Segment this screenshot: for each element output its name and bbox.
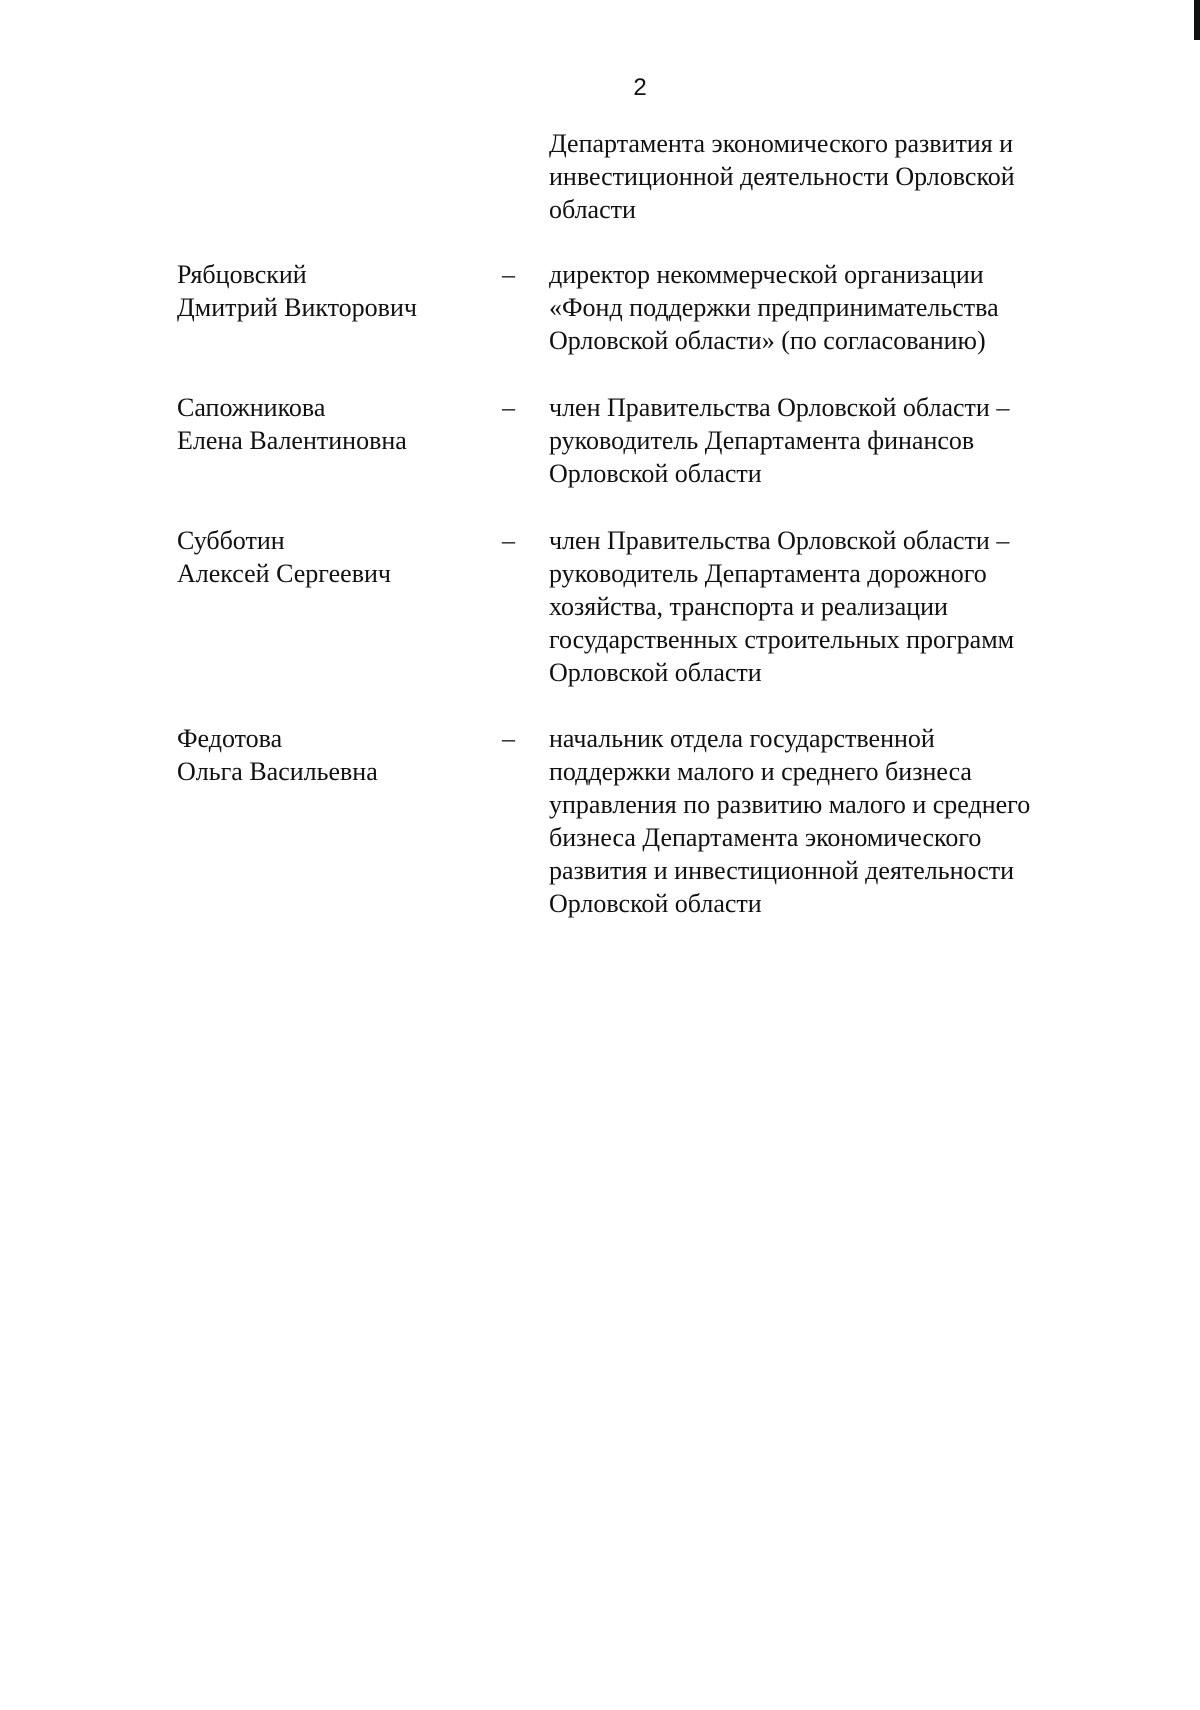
position-line: руководитель Департамента финансов — [549, 426, 975, 455]
member-surname: Сапожникова — [177, 393, 326, 422]
continuation-line: инвестиционной деятельности Орловской — [549, 162, 1015, 191]
position-line: бизнеса Департамента экономического — [549, 823, 982, 852]
position-line: поддержки малого и среднего бизнеса — [549, 757, 972, 786]
position-line: государственных строительных программ — [549, 625, 1015, 654]
continuation-text — [549, 127, 1015, 226]
position-line: развития и инвестиционной деятельности — [549, 856, 1015, 885]
continuation-line: Департамента экономического развития и — [549, 129, 1014, 158]
position-line: Орловской области — [549, 658, 762, 687]
continuation-line: области — [549, 195, 636, 224]
separator-dash: – — [502, 393, 515, 422]
position-line: руководитель Департамента дорожного — [549, 559, 987, 588]
page-number: 2 — [633, 74, 647, 101]
member-given-names: Ольга Васильевна — [177, 757, 378, 786]
member-given-names: Дмитрий Викторович — [177, 293, 417, 322]
scan-edge-mark — [1194, 0, 1200, 40]
position-line: член Правительства Орловской области – — [549, 526, 1010, 555]
member-name — [177, 722, 378, 788]
position-line: Орловской области — [549, 459, 762, 488]
position-line: член Правительства Орловской области – — [549, 393, 1010, 422]
position-line: хозяйства, транспорта и реализации — [549, 592, 948, 621]
position-line: «Фонд поддержки предпринимательства — [549, 293, 999, 322]
member-position — [549, 722, 1030, 920]
position-line: Орловской области» (по согласованию) — [549, 326, 986, 355]
member-name — [177, 258, 417, 324]
position-line: директор некоммерческой организации — [549, 260, 984, 289]
member-position — [549, 524, 1014, 689]
position-line: управления по развитию малого и среднего — [549, 790, 1031, 819]
member-position — [549, 258, 999, 357]
separator-dash: – — [502, 260, 515, 289]
separator-dash: – — [502, 724, 515, 753]
separator-dash: – — [502, 526, 515, 555]
member-name — [177, 524, 391, 590]
member-surname: Субботин — [177, 526, 285, 555]
member-given-names: Елена Валентиновна — [177, 426, 407, 455]
member-surname: Рябцовский — [177, 260, 307, 289]
position-line: начальник отдела государственной — [549, 724, 935, 753]
member-name — [177, 391, 407, 457]
member-surname: Федотова — [177, 724, 283, 753]
member-given-names: Алексей Сергеевич — [177, 559, 391, 588]
member-position — [549, 391, 1009, 490]
position-line: Орловской области — [549, 889, 762, 918]
